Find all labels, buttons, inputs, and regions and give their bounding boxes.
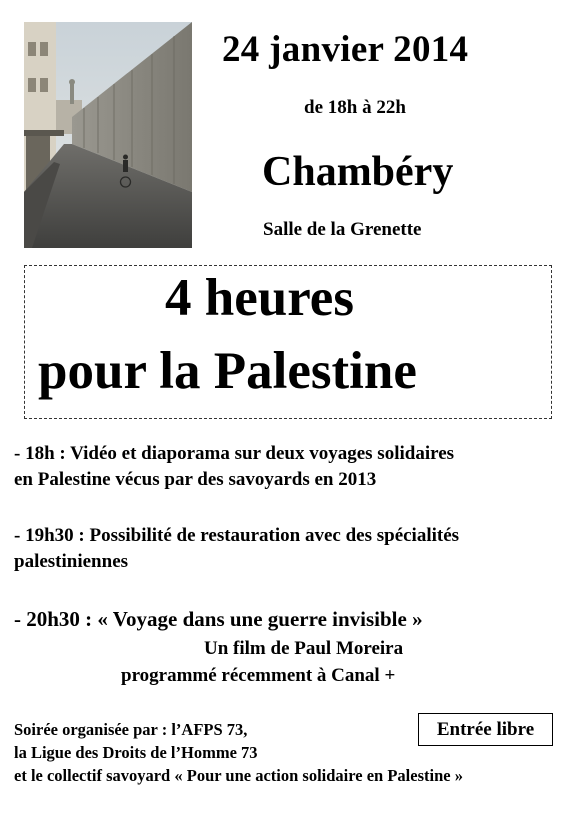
- program-item-2: [14, 523, 459, 575]
- program-item-1-line-1: - 18h : Vidéo et diaporama sur deux voyages solidaires: [14, 443, 455, 464]
- program-item-2-line-2: palestiniennes: [14, 551, 129, 572]
- event-date: 24 janvier 2014: [222, 29, 469, 70]
- wall-photo: [24, 22, 192, 248]
- program-item-3-line-2: Un film de Paul Moreira: [204, 638, 404, 659]
- title-line-2: pour la Palestine: [38, 342, 417, 400]
- organizers: [14, 718, 463, 787]
- entry-badge: Entrée libre: [418, 713, 553, 746]
- organizers-line-3: et le collectif savoyard « Pour une action solidaire en Palestine »: [14, 766, 463, 785]
- program-item-1-line-2: en Palestine vécus par des savoyards en 2013: [14, 469, 377, 490]
- program-item-2-line-1: - 19h30 : Possibilité de restauration avec des spécialités: [14, 525, 460, 546]
- title-line-1: 4 heures: [165, 269, 354, 327]
- event-time: de 18h à 22h: [304, 97, 406, 118]
- organizers-line-1: Soirée organisée par : l’AFPS 73,: [14, 720, 248, 739]
- program-item-1: [14, 441, 454, 493]
- program-item-3-line-3: programmé récemment à Canal +: [121, 665, 396, 686]
- event-venue: Salle de la Grenette: [263, 219, 422, 240]
- program-item-3-line-1: - 20h30 : « Voyage dans une guerre invisible »: [14, 607, 423, 631]
- event-city: Chambéry: [262, 149, 454, 195]
- organizers-line-2: la Ligue des Droits de l’Homme 73: [14, 743, 258, 762]
